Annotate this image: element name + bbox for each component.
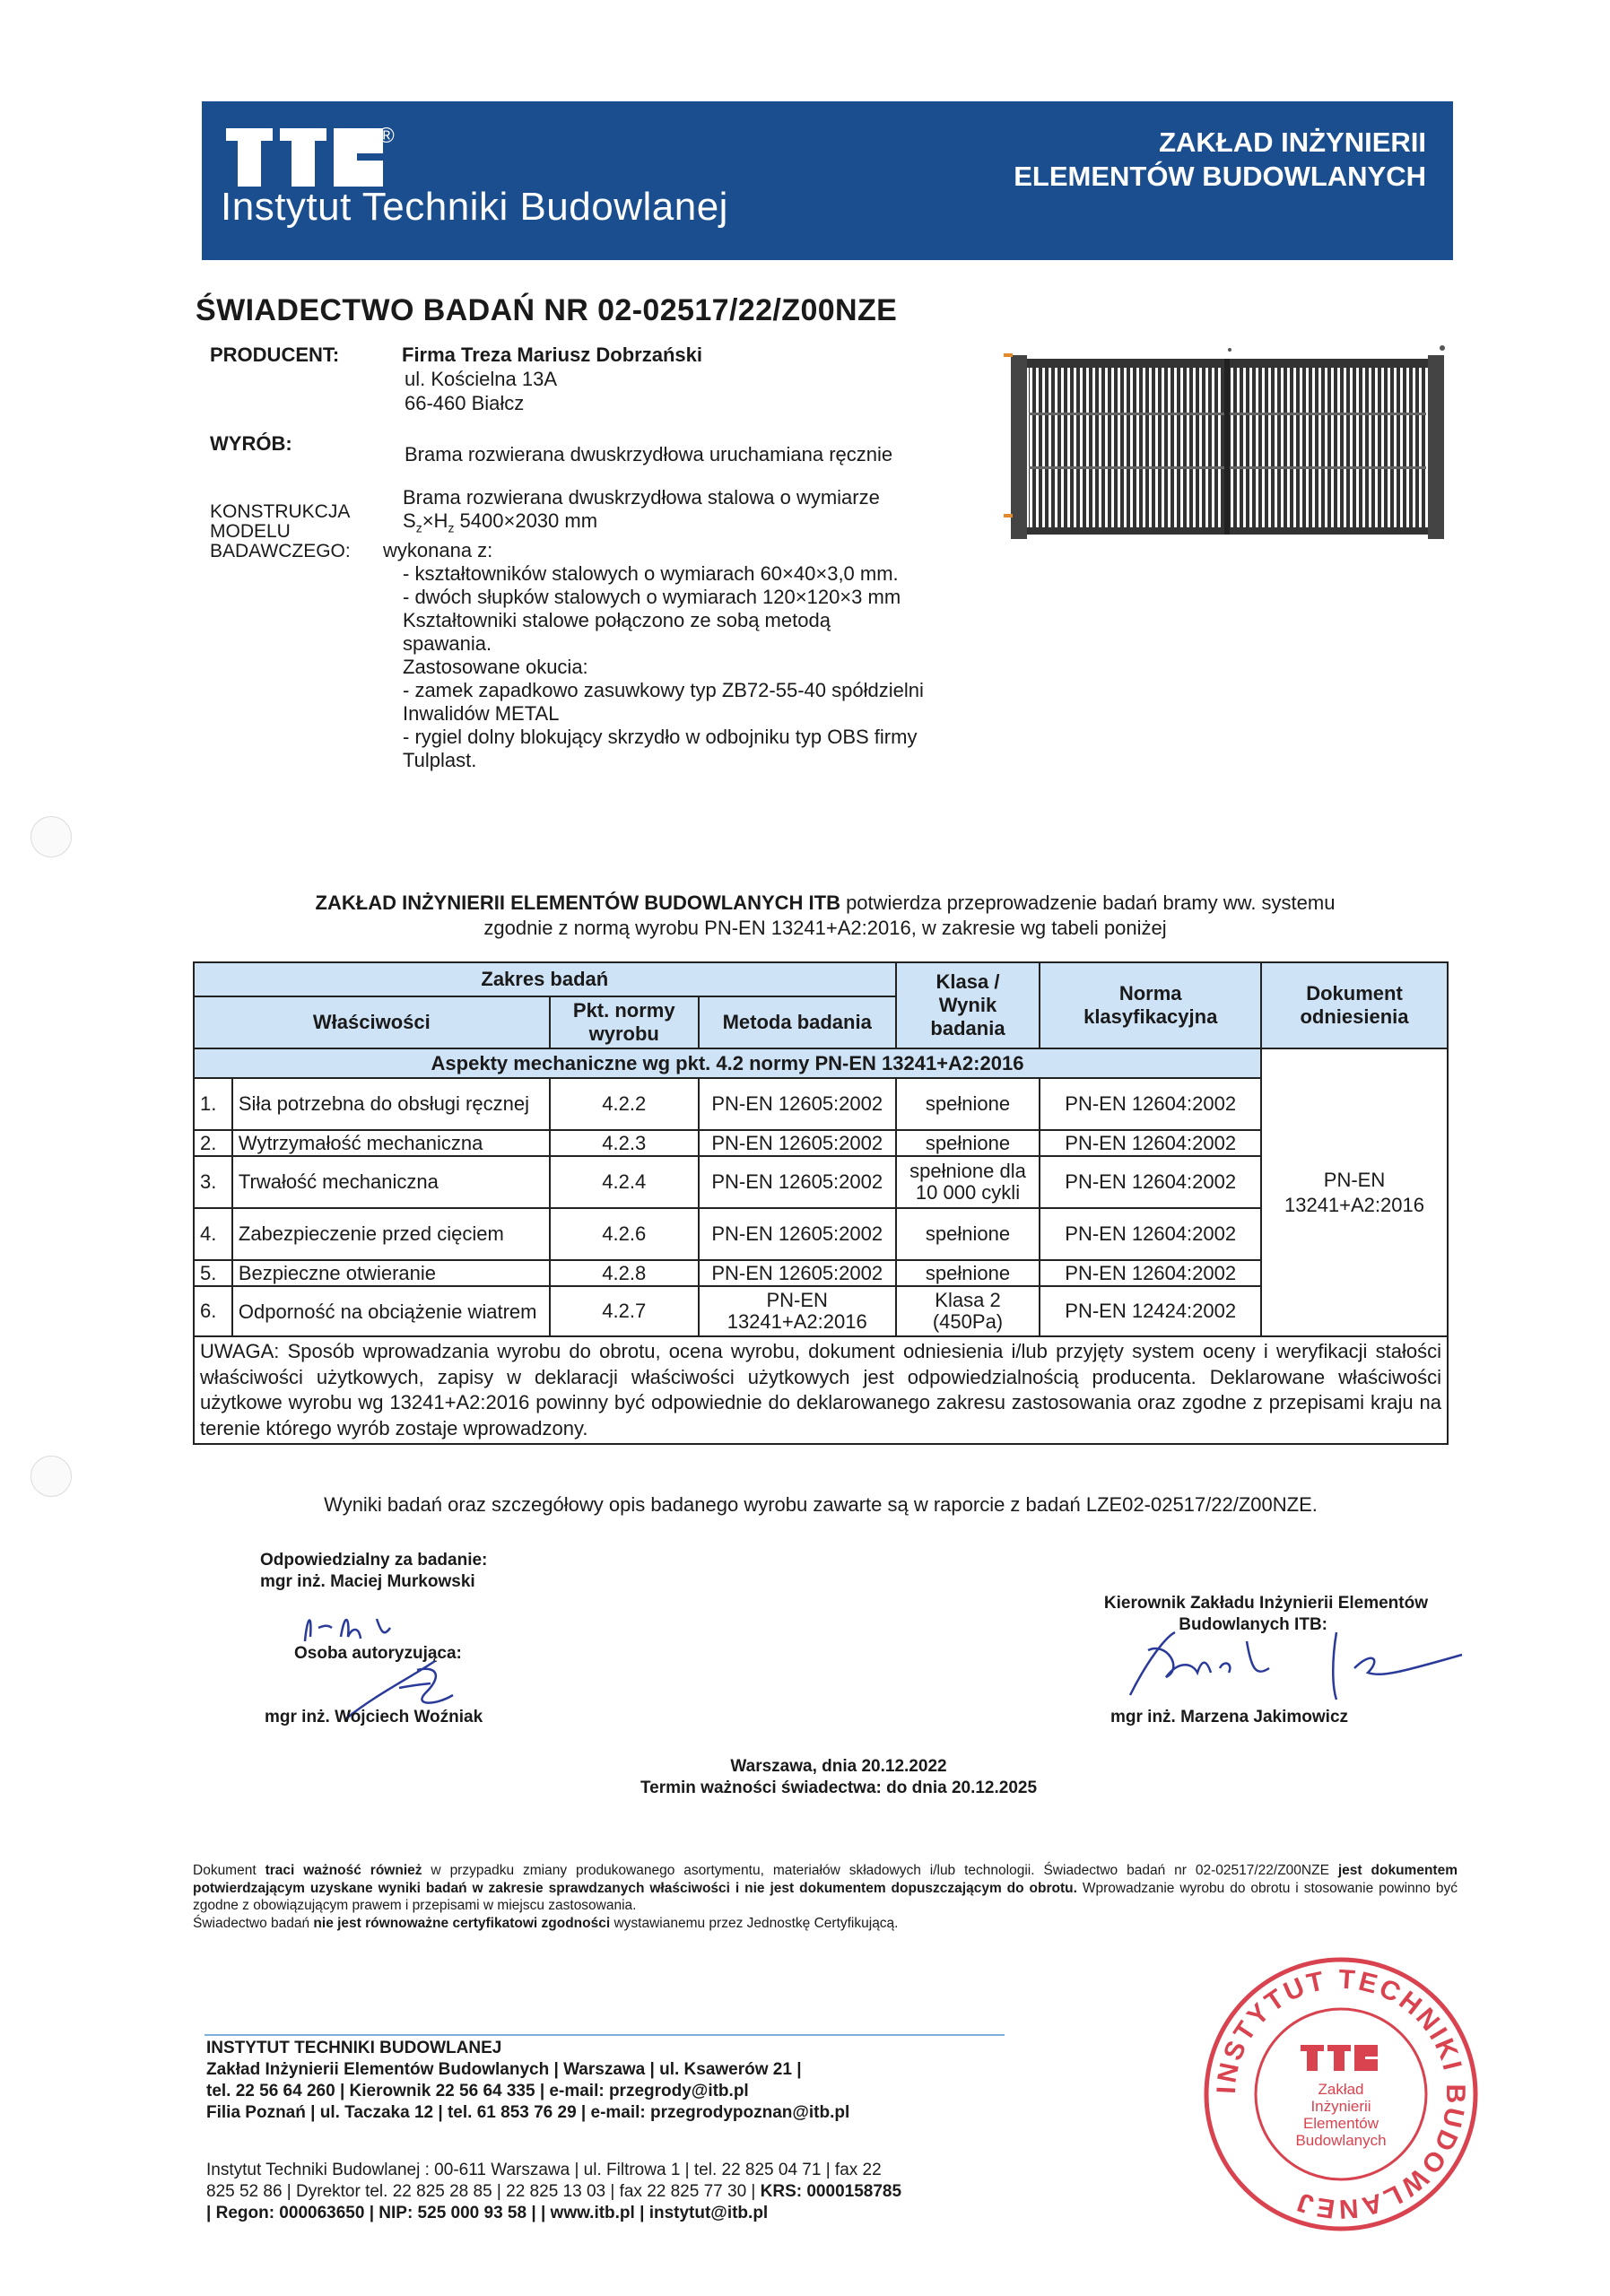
validity-date: Termin ważności świadectwa: do dnia 20.12.2025 <box>640 1779 1038 1797</box>
method-header: Metoda badania <box>699 996 896 1048</box>
head-label: Kierownik Zakładu Inżynierii Elementów Budowlanych ITB: <box>1103 1594 1428 1634</box>
reference-cell: PN-EN 13241+A2:2016 <box>1261 1048 1448 1336</box>
signature-jakimowicz <box>1112 1623 1471 1709</box>
table-note: UWAGA: Sposób wprowadzania wyrobu do obrotu, ocena wyrobu, dokument odniesienia i/lub przyjęty system oceny i weryfikacji stałości właściwości użytkowych, zapisy w deklaracji właściwości użytkowych jest odpowiedzialnością producenta. Deklarowane właściwości użytkowe wyrobu wg 13241+A2:2016 powinny być odpowiednie do deklarowanego zakresu zastosowania oraz zgodne z przepisami kraju na terenie którego wyrób zostaje wprowadzony. <box>194 1336 1448 1444</box>
clause-header: Pkt. normy wyrobu <box>550 996 699 1048</box>
punch-hole-bottom <box>30 1456 72 1497</box>
properties-header: Właściwości <box>194 996 550 1048</box>
certificate-title: ŚWIADECTWO BADAŃ NR 02-02517/22/Z00NZE <box>196 293 898 327</box>
stamp-ring-text: INSTYTUT TECHNIKI BUDOWLANEJ <box>1211 1964 1471 2224</box>
table-row: 6. Odporność na obciążenie wiatrem 4.2.7 PN-EN 13241+A2:2016 Klasa 2 (450Pa) PN-EN 12424:2002 <box>194 1286 1448 1336</box>
norm-header: Norma klasyfikacyjna <box>1040 962 1261 1048</box>
dates-block <box>466 1756 1211 1799</box>
dimension-line: $S_z\times H_z$ 5400×2030 mm <box>403 509 598 535</box>
product-label: WYRÓB: <box>210 432 292 455</box>
class-header: Klasa / Wynik badania <box>896 962 1040 1048</box>
reference-header: Dokument odniesienia <box>1261 962 1448 1048</box>
construction-description: Brama rozwierana dwuskrzydłowa stalowa o wymiarze $S_z\times H_z$ 5400×2030 mm wykonana z: - kształtowników stalowych o wymiarach 60×40×3,0 mm. - dwóch słupków stalowych o wymiarach 120×120×3 mm Kształtowniki stalowe połączono ze sobą metodą spawania. Zastosowane okucia: - zamek zapadkowo zasuwkowy typ ZB72-55-40 spółdzielni Inwalidów METAL - rygiel dolny blokujący skrzydło w odbojniku typ OBS firmy Tulplast. <box>403 486 981 772</box>
authorized-name: mgr inż. Wojciech Woźniak <box>265 1708 483 1726</box>
producer-name: Firma Treza Mariusz Dobrzański <box>402 344 702 366</box>
scope-header: Zakres badań <box>194 962 896 996</box>
address-divider <box>205 2034 1005 2036</box>
institute-name: Instytut Techniki Budowlanej <box>221 185 728 229</box>
producer-city: 66-460 Białcz <box>405 392 525 414</box>
authorized-label: Osoba autoryzująca: <box>294 1644 462 1663</box>
head-name: mgr inż. Marzena Jakimowicz <box>1110 1708 1349 1726</box>
stamp-line-4: Budowlanych <box>1295 2132 1387 2149</box>
stamp-line-2: Inżynierii <box>1310 2098 1371 2115</box>
section-row: Aspekty mechaniczne wg pkt. 4.2 normy PN-EN 13241+A2:2016 <box>194 1048 1261 1078</box>
stamp-logo <box>1301 2045 1378 2071</box>
address-block: INSTYTUT TECHNIKI BUDOWLANEJ Zakład Inżynierii Elementów Budowlanych | Warszawa | ul. Ksawerów 21 | tel. 22 56 64 260 | Kierownik 22 56 64 335 | e-mail: przegrody@itb.pl Filia Poznań | ul. Taczaka 12 | tel. 61 853 76 29 | e-mail: przegrodypoznan@itb.pl <box>206 2039 850 2122</box>
department-name <box>978 126 1426 194</box>
department-line-1: ZAKŁAD INŻYNIERII <box>1159 126 1426 158</box>
product-value: Brama rozwierana dwuskrzydłowa uruchamiana ręcznie <box>405 443 893 465</box>
stamp-line-3: Elementów <box>1302 2115 1379 2132</box>
confirmation-bold: ZAKŁAD INŻYNIERII ELEMENTÓW BUDOWLANYCH ITB <box>315 891 840 914</box>
gate-drawing <box>1000 339 1453 547</box>
table-row: 2. Wytrzymałość mechaniczna 4.2.3 PN-EN 12605:2002 spełnione PN-EN 12604:2002 <box>194 1130 1448 1156</box>
confirmation-text: ZAKŁAD INŻYNIERII ELEMENTÓW BUDOWLANYCH ITB potwierdza przeprowadzenie badań bramy ww. systemu zgodnie z normą wyrobu PN-EN 13241+A2:2016, w zakresie wg tabeli poniżej <box>315 891 1336 939</box>
issue-date: Warszawa, dnia 20.12.2022 <box>730 1757 947 1776</box>
institute-address: Instytut Techniki Budowlanej : 00-611 Warszawa | ul. Filtrowa 1 | tel. 22 825 04 71 | fax 22 825 52 86 | Dyrektor tel. 22 825 28 85 | 22 825 13 03 | fax 22 825 77 30 | KRS: 0000158785 | Regon: 000063650 | NIP: 525 000 93 58 | | www.itb.pl | instytut@itb.pl <box>206 2161 902 2222</box>
itb-stamp <box>1197 1951 1484 2238</box>
results-line: Wyniki badań oraz szczegółowy opis badanego wyrobu zawarte są w raporcie z badań LZE02-02517/22/Z00NZE. <box>324 1493 1318 1516</box>
itb-logo <box>226 128 383 187</box>
construction-label: KONSTRUKCJA MODELU BADAWCZEGO: <box>210 501 351 561</box>
producer-street: ul. Kościelna 13A <box>405 368 557 390</box>
table-row: 4. Zabezpieczenie przed cięciem 4.2.6 PN-EN 12605:2002 spełnione PN-EN 12604:2002 <box>194 1208 1448 1260</box>
footer-note: Dokument traci ważność również w przypadku zmiany produkowanego asortymentu, materiałów składowych i/lub technologii. Świadectwo badań nr 02-02517/22/Z00NZE jest dokumentem potwierdzającym uzyskane wyniki badań w zakresie sprawdzanych właściwości i nie jest dokumentem dopuszczającym do obrotu. Wprowadzanie wyrobu do obrotu i stosowanie powinno być zgodne z obowiązującym prawem i przepisami w miejscu zastosowania. Świadectwo badań nie jest równoważne certyfikatowi zgodności wystawianemu przez Jednostkę Certyfikującą. <box>193 1863 1458 1931</box>
table-row: 5. Bezpieczne otwieranie 4.2.8 PN-EN 12605:2002 spełnione PN-EN 12604:2002 <box>194 1260 1448 1286</box>
table-row: 1. Siła potrzebna do obsługi ręcznej 4.2.2 PN-EN 12605:2002 spełnione PN-EN 12604:2002 <box>194 1078 1448 1130</box>
test-scope-table <box>193 961 1449 1445</box>
producer-label: PRODUCENT: <box>210 344 340 366</box>
responsible-block: Odpowiedzialny za badanie: mgr inż. Maciej Murkowski <box>260 1551 488 1591</box>
stamp-line-1: Zakład <box>1318 2081 1364 2098</box>
registered-mark: ® <box>379 124 395 148</box>
table-row: 3. Trwałość mechaniczna 4.2.4 PN-EN 12605:2002 spełnione dla 10 000 cykli PN-EN 12604:2002 <box>194 1156 1448 1208</box>
punch-hole-top <box>30 816 72 857</box>
department-line-2: ELEMENTÓW BUDOWLANYCH <box>1014 161 1426 192</box>
